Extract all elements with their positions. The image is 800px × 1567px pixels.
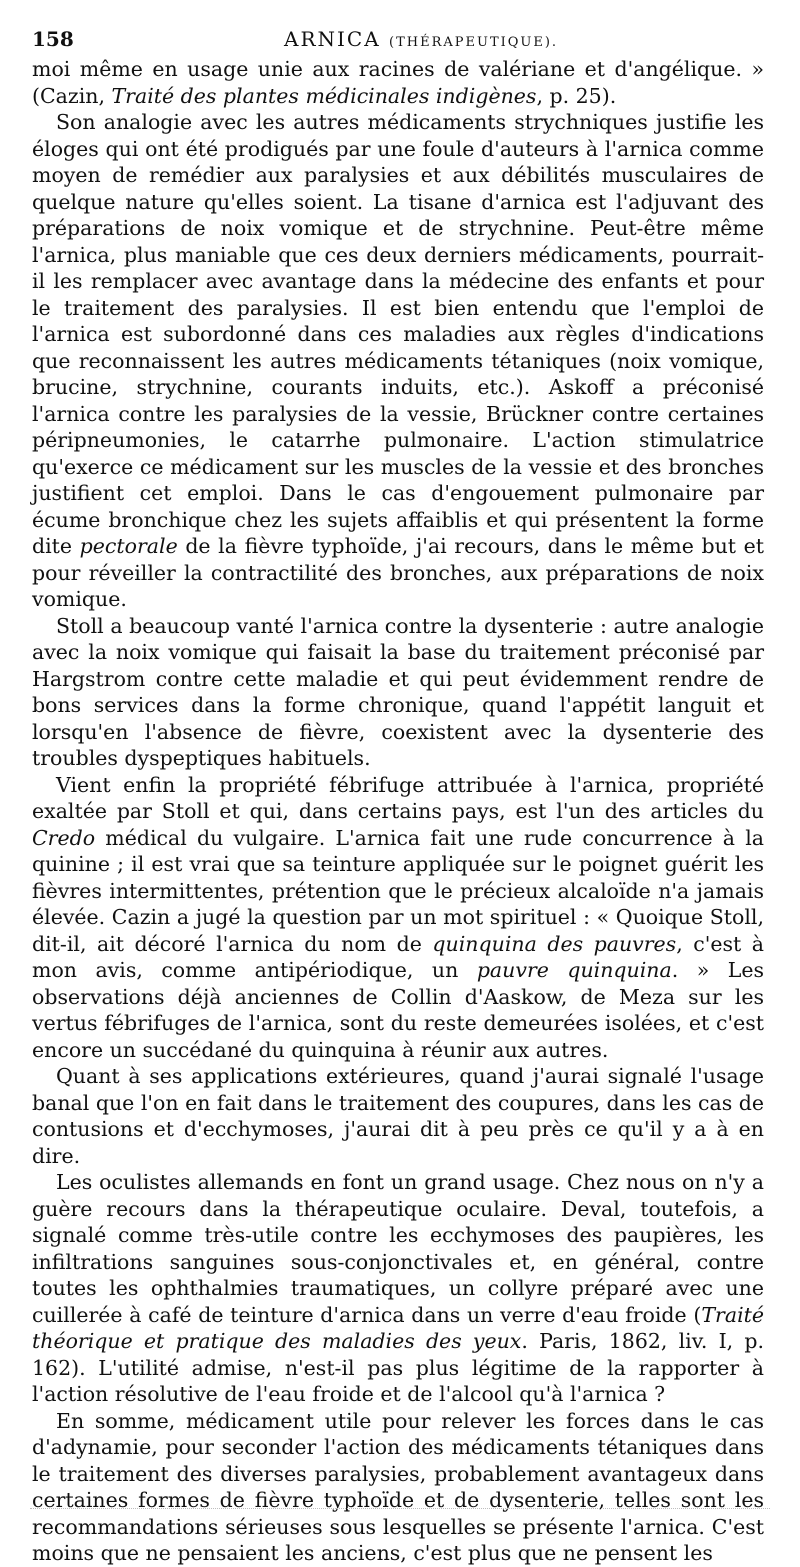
book-page bbox=[32, 22, 764, 1567]
paragraph-oculists: Les oculistes allemands en font un grand usage. Chez nous on n'y a guère recours dans la thérapeutique oculaire. Deval, toutefois, a signalé comme très-utile contre les ecchymoses des paupières, les infiltrations sanguines sous-conjonctivales et, en général, contre toutes les ophthalmies traumatiques, un collyre préparé avec une cuillerée à café de teinture d'arnica dans un verre d'eau froide (Traité théorique et pratique des maladies des yeux. Paris, 1862, liv. I, p. 162). L'utilité admise, n'est-il pas plus légitime de la rapporter à l'action résolutive de l'eau froide et de l'alcool qu'à l'arnica ? bbox=[32, 1170, 764, 1406]
footer-divider bbox=[30, 1508, 770, 1509]
paragraph-febrifuge: Vient enfin la propriété fébrifuge attribuée à l'arnica, propriété exaltée par Stoll et qui, dans certains pays, est l'un des articles du Credo médical du vulgaire. L'arnica fait une rude concurrence à la quinine ; il est vrai que sa teinture appliquée sur le poignet guérit les fièvres intermittentes, prétention que le précieux alcaloïde n'a jamais élevée. Cazin a jugé la question par un mot spirituel : « Quoique Stoll, dit-il, ait décoré l'arnica du nom de quinquina des pauvres, c'est à mon avis, comme antipériodique, un pauvre quinquina. » Les observations déjà anciennes de Collin d'Aaskow, de Meza sur les vertus fébrifuges de l'arnica, sont du reste demeurées isolées, et c'est encore un succédané du quinquina à réunir aux autres. bbox=[32, 772, 765, 1062]
running-title-sub: (THÉRAPEUTIQUE). bbox=[389, 35, 559, 50]
paragraph-dysentery: Stoll a beaucoup vanté l'arnica contre la dysenterie : autre analogie avec la noix vomique qui faisait la base du traitement préconisé par Hargstrom contre cette maladie et qui peut évidemment rendre de bons services dans la forme chronique, quand l'appétit languit et lorsqu'en l'absence de fièvre, coexistent avec la dysenterie des troubles dyspeptiques habituels. bbox=[32, 613, 764, 770]
running-head bbox=[32, 22, 764, 56]
italic-term: pectorale bbox=[79, 534, 178, 558]
italic-term: pauvre quinquina bbox=[476, 958, 672, 982]
italic-term: quinquina des pauvres bbox=[432, 931, 677, 956]
paragraph-analogy: Son analogie avec les autres médicaments strychniques justifie les éloges qui ont été prodigués par une foule d'auteurs à l'arnica comme moyen de remédier aux paralysies et aux débilités musculaires de quelque nature qu'elles soient. La tisane d'arnica est l'adjuvant des préparations de noix vomique et de strychnine. Peut-être même l'arnica, plus maniable que ces deux derniers médicaments, pourrait-il les remplacer avec avantage dans la médecine des enfants et pour le traitement des paralysies. Il est bien entendu que l'emploi de l'arnica est subordonné dans ces maladies aux règles d'indications que reconnaissent les autres médicaments tétaniques (noix vomique, brucine, strychnine, courants induits, etc.). Askoff a préconisé l'arnica contre les paralysies de la vessie, Brückner contre certaines péripneumonies, le catarrhe pulmonaire. L'action stimulatrice qu'exerce ce médicament sur les muscles de la vessie et des bronches justifient cet emploi. Dans le cas d'engouement pulmonaire par écume bronchique chez les sujets affaiblis et qui présentent la forme dite pectorale de la fièvre typhoïde, j'ai recours, dans le même but et pour réveiller la contractilité des bronches, aux préparations de noix vomique. bbox=[32, 110, 764, 611]
running-title bbox=[284, 22, 558, 60]
running-title-main: ARNICA bbox=[284, 27, 381, 51]
paragraph-continued: moi même en usage unie aux racines de valériane et d'angélique. » (Cazin, Traité des plantes médicinales indigènes, p. 25). bbox=[32, 57, 764, 108]
citation-title: Traité des plantes médicinales indigènes bbox=[111, 83, 537, 108]
paragraph-external-use: Quant à ses applications extérieures, quand j'aurai signalé l'usage banal que l'on en fait dans le traitement des coupures, dans les cas de contusions et d'ecchymoses, j'aurai dit à peu près ce qu'il y a à en dire. bbox=[32, 1064, 764, 1168]
paragraph-summary: En somme, médicament utile pour relever les forces dans le cas d'adynamie, pour seconder l'action des médicaments tétaniques dans le traitement des diverses paralysies, probablement avantageux dans certaines formes de fièvre typhoïde et de dysenterie, telles sont les recommandations sérieuses sous lesquelles se présente l'arnica. C'est moins que ne pensaient les anciens, c'est plus que ne pensent les bbox=[32, 1408, 764, 1565]
body-text bbox=[32, 56, 764, 1567]
italic-term: Credo bbox=[32, 825, 96, 850]
page-number: 158 bbox=[32, 27, 74, 51]
citation-title: Traité théorique et pratique des maladies des yeux bbox=[32, 1302, 764, 1353]
